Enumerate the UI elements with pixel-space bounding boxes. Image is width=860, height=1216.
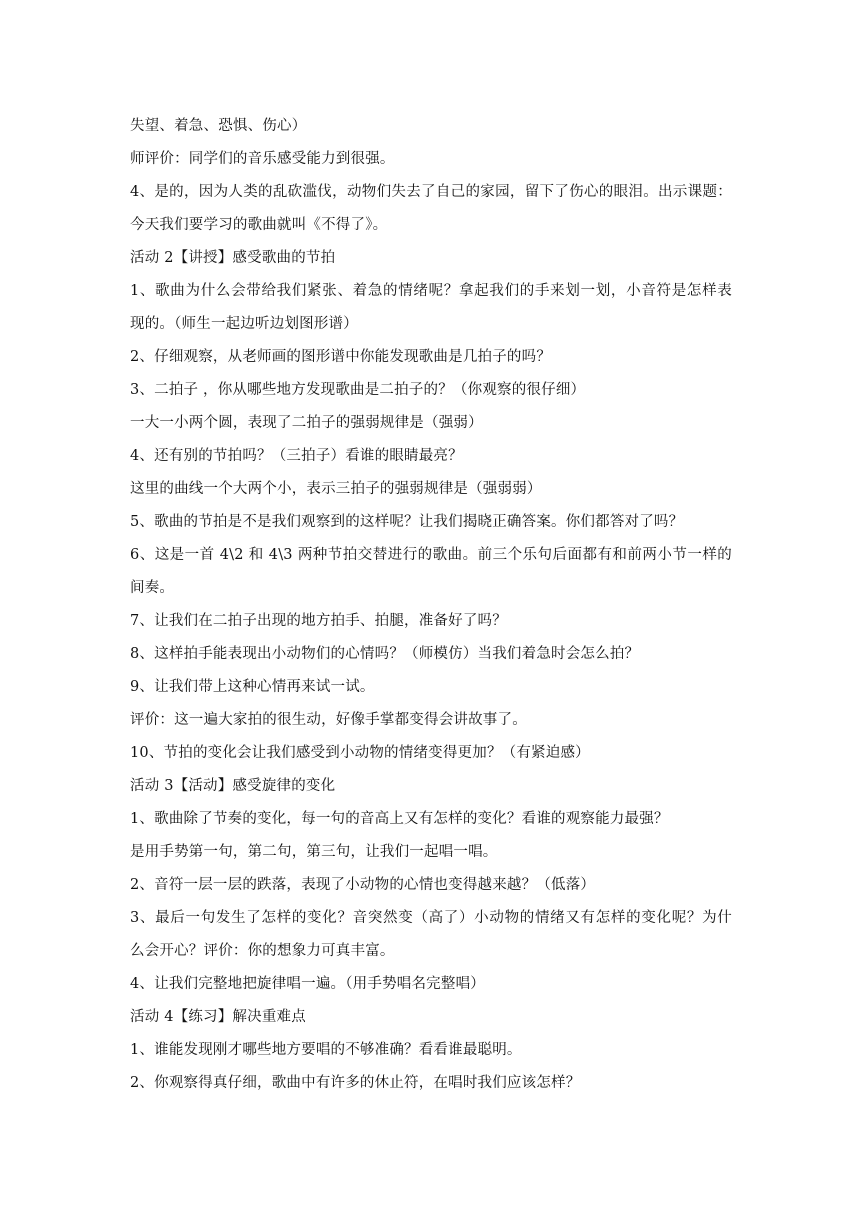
text-line: 7、让我们在二拍子出现的地方拍手、拍腿，准备好了吗？ bbox=[130, 613, 507, 629]
section-heading: 活动 3【活动】感受旋律的变化 bbox=[130, 778, 336, 794]
text-line: 是用手势第一句，第二句，第三句，让我们一起唱一唱。 bbox=[130, 844, 498, 860]
text-line: 今天我们要学习的歌曲就叫《不得了》。 bbox=[130, 217, 388, 233]
text-line: 9、让我们带上这种心情再来试一试。 bbox=[130, 679, 375, 695]
text-line: 1、歌曲除了节奏的变化，每一句的音高上又有怎样的变化？看谁的观察能力最强？ bbox=[130, 811, 669, 827]
text-line: 4、让我们完整地把旋律唱一遍。（用手势唱名完整唱） bbox=[130, 976, 485, 992]
text-line: 6、这是一首 4\2 和 4\3 两种节拍交替进行的歌曲。前三个乐句后面都有和前两小节一样的 bbox=[130, 547, 732, 563]
text-line: 评价：这一遍大家拍的很生动，好像手掌都变得会讲故事了。 bbox=[130, 712, 527, 728]
text-line: 这里的曲线一个大两个小，表示三拍子的强弱规律是（强弱弱） bbox=[130, 481, 542, 497]
text-line: 2、音符一层一层的跌落，表现了小动物的心情也变得越来越？（低落） bbox=[130, 877, 596, 893]
text-line: 5、歌曲的节拍是不是我们观察到的这样呢？让我们揭晓正确答案。你们都答对了吗？ bbox=[130, 514, 684, 530]
text-line: 1、谁能发现刚才哪些地方要唱的不够准确？看看谁最聪明。 bbox=[130, 1042, 522, 1058]
text-line: 3、最后一句发生了怎样的变化？音突然变（高了）小动物的情绪又有怎样的变化呢？为什 bbox=[130, 910, 732, 926]
text-line: 现的。（师生一起边听边划图形谱） bbox=[130, 316, 358, 332]
text-line: 4、还有别的节拍吗？（三拍子）看谁的眼睛最亮？ bbox=[130, 448, 463, 464]
section-heading: 活动 4【练习】解决重难点 bbox=[130, 1009, 306, 1025]
text-line: 么会开心？评价：你的想象力可真丰富。 bbox=[130, 943, 395, 959]
section-heading: 活动 2【讲授】感受歌曲的节拍 bbox=[130, 250, 336, 266]
text-line: 2、仔细观察，从老师画的图形谱中你能发现歌曲是几拍子的吗？ bbox=[130, 349, 552, 365]
text-line: 失望、着急、恐惧、伤心） bbox=[130, 118, 307, 134]
text-line: 间奏。 bbox=[130, 580, 175, 596]
text-line: 师评价：同学们的音乐感受能力到很强。 bbox=[130, 151, 395, 167]
document-body bbox=[130, 110, 732, 1100]
text-line: 1、歌曲为什么会带给我们紧张、着急的情绪呢？拿起我们的手来划一划，小音符是怎样表 bbox=[130, 283, 732, 299]
text-line: 4、是的，因为人类的乱砍滥伐，动物们失去了自己的家园，留下了伤心的眼泪。出示课题： bbox=[130, 184, 732, 200]
text-line: 2、你观察得真仔细，歌曲中有许多的休止符，在唱时我们应该怎样？ bbox=[130, 1075, 581, 1091]
text-line: 3、二拍子 ，你从哪些地方发现歌曲是二拍子的？（你观察的很仔细） bbox=[130, 382, 586, 398]
text-line: 一大一小两个圆，表现了二拍子的强弱规律是（强弱） bbox=[130, 415, 483, 431]
text-line: 8、这样拍手能表现出小动物们的心情吗？（师模仿）当我们着急时会怎么拍？ bbox=[130, 646, 640, 662]
text-line: 10、节拍的变化会让我们感受到小动物的情绪变得更加？（有紧迫感） bbox=[130, 745, 590, 761]
